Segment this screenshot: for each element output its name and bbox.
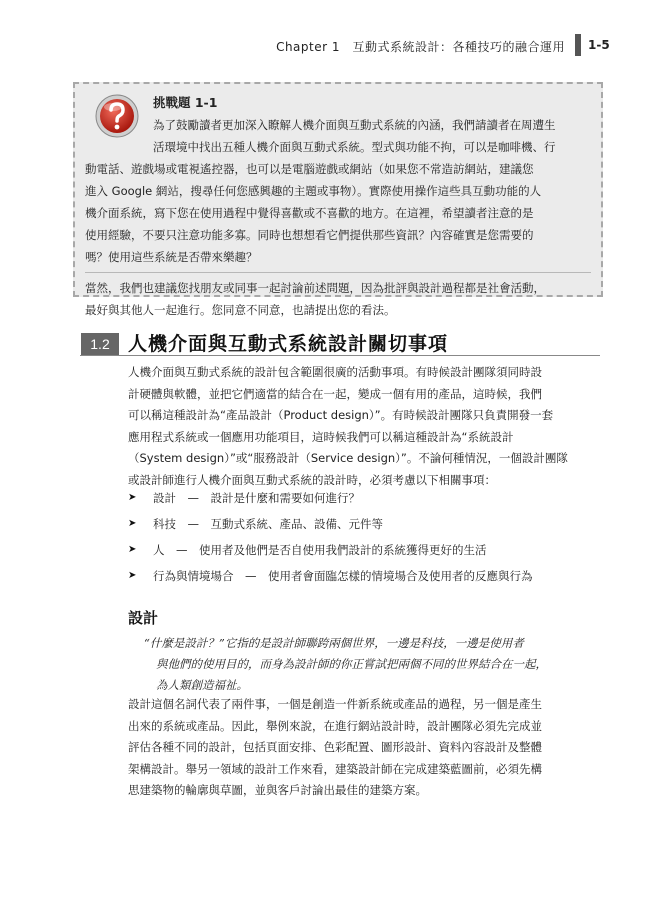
list-item: [128, 563, 600, 589]
challenge-note-line: 當然，我們也建議您找朋友或同事一起討論前述問題，因為批評與設計過程都是社會活動，: [85, 281, 545, 295]
challenge-title: 挑戰題 1-1: [153, 95, 218, 110]
chapter-title: Chapter 1 互動式系統設計：各種技巧的融合運用: [276, 40, 565, 54]
arrow-bullet-icon: ➤: [128, 570, 137, 581]
subsection-heading: 設計: [128, 609, 159, 627]
arrow-bullet-icon: ➤: [128, 492, 137, 503]
paragraph-line: （System design）”或“服務設計（Service design）”。不論何種情況，一個設計團隊: [128, 451, 568, 465]
paragraph-line: 應用程式系統或一個應用功能項目，這時候我們可以稱這種設計為“系統設計: [128, 429, 514, 444]
paragraph-line: 人機介面與互動式系統的設計包含範圍很廣的活動事項。有時候設計團隊須同時設: [128, 365, 542, 379]
challenge-note-line: 最好與其他人一起進行。您同意不同意，也請提出您的看法。: [85, 303, 396, 317]
paragraph-line: 計硬體與軟體，並把它們適當的結合在一起，變成一個有用的產品，這時候，我們: [128, 386, 542, 401]
page-number: 1-5: [588, 38, 610, 52]
paragraph-line: 思建築物的輪廓與草圖，並與客戶討論出最佳的建築方案。: [128, 783, 427, 797]
quote-line: 與他們的使用目的，而身為設計師的你正嘗試把兩個不同的世界結合在一起，: [156, 657, 547, 671]
design-paragraph: [128, 694, 600, 802]
challenge-line: 機介面系統，寫下您在使用過程中覺得喜歡或不喜歡的地方。在這裡，希望讀者注意的是: [85, 206, 534, 220]
section-rule: [80, 355, 600, 356]
header-rule: [575, 34, 581, 56]
quote-line: “什麼是設計？”它指的是設計師聯跨兩個世界，一邊是科技，一邊是使用者: [144, 636, 524, 650]
challenge-body: [85, 114, 591, 321]
challenge-line: 嗎？使用這些系統是否帶來樂趣？: [85, 250, 258, 264]
quote-line: 為人類創造福祉。: [156, 678, 248, 692]
section-number: 1.2: [81, 333, 119, 355]
paragraph-line: 或設計師進行人機介面與互動式系統的設計時，必須考慮以下相關事項：: [128, 472, 496, 487]
list-item: [128, 537, 600, 563]
bullet-list: [128, 485, 600, 589]
intro-paragraph: [128, 362, 600, 491]
list-item: [128, 485, 600, 511]
section-title: 人機介面與互動式系統設計關切事項: [128, 333, 449, 355]
challenge-divider: [85, 272, 591, 273]
challenge-line: 為了鼓勵讀者更加深入瞭解人機介面與互動式系統的內涵，我們請讀者在周遭生: [153, 118, 556, 132]
bullet-text: 人 — 使用者及他們是否自使用我們設計的系統獲得更好的生活: [153, 543, 487, 557]
challenge-line: 進入 Google 網站，搜尋任何您感興趣的主題或事物）。實際使用操作這些具互動功能的人: [85, 184, 542, 198]
challenge-box: [73, 82, 603, 317]
arrow-bullet-icon: ➤: [128, 518, 137, 529]
paragraph-line: 可以稱這種設計為“產品設計（Product design）”。有時候設計團隊只負責開發一套: [128, 408, 554, 422]
design-quote: [144, 633, 592, 696]
paragraph-line: 評估各種不同的設計，包括頁面安排、色彩配置、圖形設計、資料內容設計及整體: [128, 740, 542, 754]
arrow-bullet-icon: ➤: [128, 544, 137, 555]
paragraph-line: 出來的系統或產品。因此，舉例來說，在進行網站設計時，設計團隊必須先完成並: [128, 718, 542, 733]
challenge-line: 活環境中找出五種人機介面與互動式系統。型式與功能不拘，可以是咖啡機、行: [153, 140, 556, 154]
bullet-text: 行為與情境場合 — 使用者會面臨怎樣的情境場合及使用者的反應與行為: [153, 569, 533, 583]
challenge-line: 使用經驗，不要只注意功能多寡。同時也想想看它們提供那些資訊？內容確實是您需要的: [85, 228, 534, 242]
paragraph-line: 設計這個名詞代表了兩件事，一個是創造一件新系統或產品的過程，另一個是產生: [128, 697, 542, 711]
bullet-text: 設計 — 設計是什麼和需要如何進行？: [153, 491, 360, 505]
running-header: [0, 34, 663, 56]
challenge-line: 動電話、遊戲場或電視遙控器，也可以是電腦遊戲或網站（如果您不常造訪網站，建議您: [85, 162, 534, 176]
bullet-text: 科技 — 互動式系統、產品、設備、元件等: [153, 517, 383, 531]
paragraph-line: 架構設計。舉另一領域的設計工作來看，建築設計師在完成建築藍圖前，必須先構: [128, 761, 542, 776]
list-item: [128, 511, 600, 537]
